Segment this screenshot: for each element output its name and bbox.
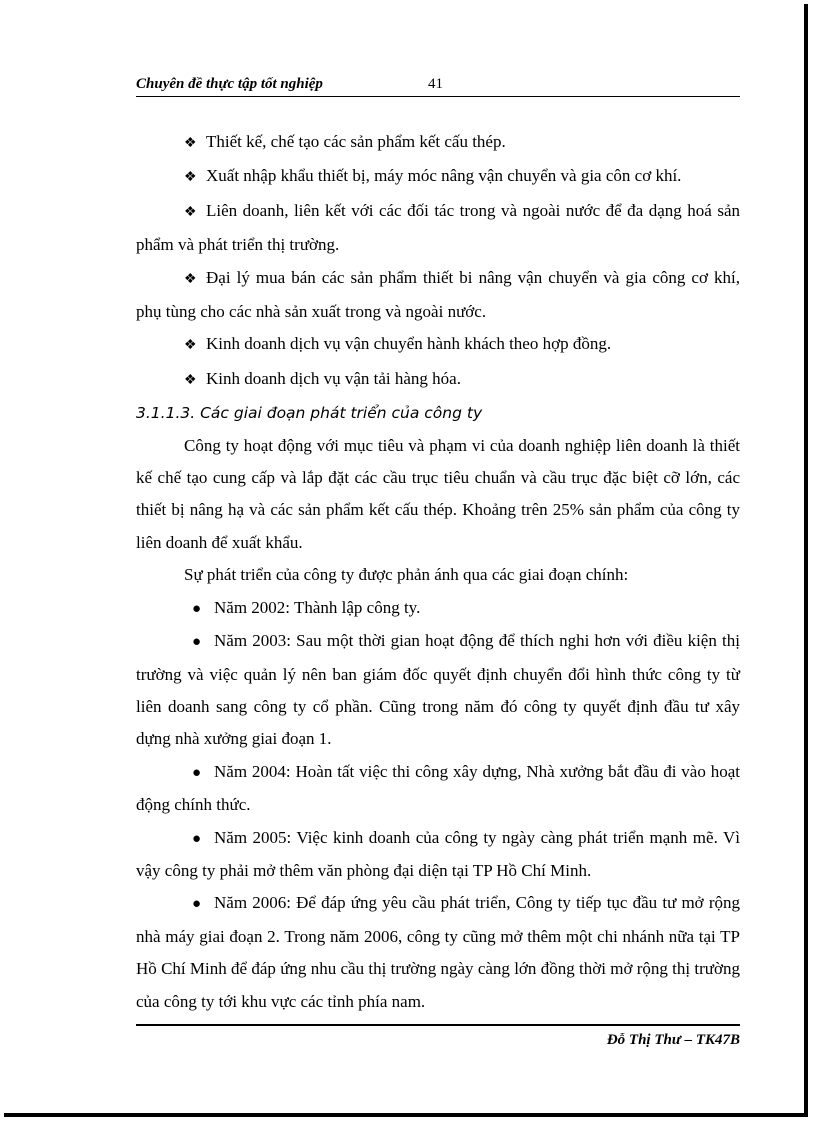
dot-bullet-icon: ●: [192, 600, 202, 617]
timeline-item: ● Năm 2003: Sau một thời gian hoạt động để thích nghi hơn với điều kiện thị trường và việc quản lý nên ban giám đốc quyết định chuyển đổi hình thức công ty từ liên doanh sang công ty cổ phần. Cũng trong năm đó công ty quyết định đầu tư xây dựng nhà xưởng giai đoạn 1.: [136, 625, 740, 756]
dot-bullet-icon: ●: [192, 634, 202, 651]
timeline-item: ● Năm 2005: Việc kinh doanh của công ty ngày càng phát triển mạnh mẽ. Vì vậy công ty phải mở thêm văn phòng đại diện tại TP Hồ Chí Minh.: [136, 822, 740, 888]
bullet-item: ❖ Kinh doanh dịch vụ vận chuyển hành khách theo hợp đồng.: [136, 328, 740, 362]
page-number: 41: [428, 76, 443, 92]
footer-author: Đỗ Thị Thư – TK47B: [606, 1032, 740, 1048]
dot-bullet-icon: ●: [192, 830, 202, 847]
bullet-item: ❖ Thiết kế, chế tạo các sản phẩm kết cấu thép.: [136, 126, 740, 160]
dot-bullet-icon: ●: [192, 764, 202, 781]
section-heading: 3.1.1.3. Các giai đoạn phát triển của công ty: [136, 404, 483, 423]
page-footer: [136, 1024, 740, 1048]
diamond-bullet-icon: ❖: [184, 136, 197, 151]
paragraph: Sự phát triển của công ty được phản ánh qua các giai đoạn chính:: [184, 565, 629, 585]
header-title: Chuyên đề thực tập tốt nghiệp: [136, 76, 323, 92]
diamond-bullet-icon: ❖: [184, 338, 197, 354]
paragraph: Công ty hoạt động với mục tiêu và phạm vi của doanh nghiệp liên doanh là thiết kế chế tạo cung cấp và lắp đặt các cầu trục tiêu chuẩn và cầu trục đặc biệt cỡ lớn, các thiết bị nâng hạ và các sản phẩm kết cấu thép. Khoảng trên 25% sản phẩm của công ty liên doanh để xuất khẩu.: [136, 435, 740, 552]
bullet-item: ❖ Xuất nhập khẩu thiết bị, máy móc nâng vận chuyển và gia côn cơ khí.: [136, 160, 740, 194]
dot-bullet-icon: ●: [192, 896, 202, 913]
bullet-item: ❖ Đại lý mua bán các sản phẩm thiết bi nâng vận chuyển và gia công cơ khí, phụ tùng cho các nhà sản xuất trong và ngoài nước.: [136, 262, 740, 329]
diamond-bullet-icon: ❖: [184, 271, 197, 287]
timeline-item: ● Năm 2004: Hoàn tất việc thi công xây dựng, Nhà xưởng bắt đầu đi vào hoạt động chính thức.: [136, 756, 740, 822]
diamond-bullet-icon: ❖: [184, 170, 197, 186]
bullet-item: ❖ Liên doanh, liên kết với các đối tác trong và ngoài nước để đa dạng hoá sản phẩm và phát triển thị trường.: [136, 195, 740, 262]
bullet-item: ❖ Kinh doanh dịch vụ vận tải hàng hóa.: [136, 363, 740, 397]
page-header: [136, 74, 740, 97]
document-body: [136, 126, 740, 1018]
diamond-bullet-icon: ❖: [184, 372, 197, 388]
timeline-item: ● Năm 2006: Để đáp ứng yêu cầu phát triển, Công ty tiếp tục đầu tư mở rộng nhà máy giai đoạn 2. Trong năm 2006, công ty cũng mở thêm một chi nhánh nữa tại TP Hồ Chí Minh để đáp ứng nhu cầu thị trường ngày càng lớn đồng thời mở rộng thị trường của công ty tới khu vực các tỉnh phía nam.: [136, 887, 740, 1018]
diamond-bullet-icon: ❖: [184, 204, 197, 220]
timeline-item: ● Năm 2002: Thành lập công ty.: [136, 592, 740, 625]
